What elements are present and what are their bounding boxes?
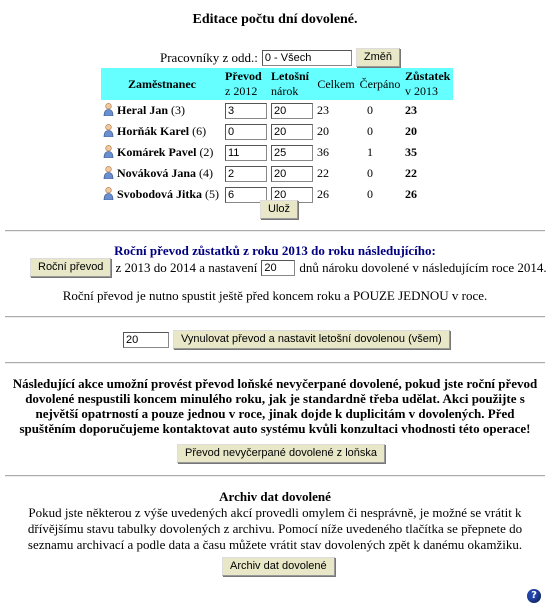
archive-button[interactable]: Archiv dat dovolené <box>222 557 335 576</box>
divider <box>5 475 545 477</box>
col-used <box>357 68 403 100</box>
table-row <box>101 121 453 142</box>
employee-name[interactable]: Nováková Jana <box>117 166 197 180</box>
col-remaining <box>403 68 453 100</box>
total-cell: 20 <box>317 124 329 138</box>
change-button[interactable]: Změň <box>356 48 400 67</box>
col-transfer-sub: z 2012 <box>225 84 258 98</box>
employee-cell <box>101 142 223 163</box>
annual-text-after: dnů nároku dovolené v následujícím roce 2014. <box>299 259 547 275</box>
reset-row <box>123 330 450 349</box>
annual-transfer-title: Roční převod zůstatků z roku 2013 do roku následujícího: <box>114 243 436 258</box>
employee-name[interactable]: Svobodová Jitka <box>117 187 203 201</box>
used-cell: 0 <box>367 124 373 138</box>
total-cell: 26 <box>317 187 329 201</box>
transfer-input[interactable] <box>225 124 267 140</box>
person-icon <box>103 124 114 137</box>
col-remaining-sub: v 2013 <box>405 84 438 98</box>
annual-text-before: z 2013 do 2014 a nastavení <box>115 259 258 275</box>
employee-count: (6) <box>192 124 207 138</box>
transfer-unused-button[interactable]: Převod nevyčerpané dovolené z loňska <box>177 444 385 463</box>
employee-cell <box>101 184 223 205</box>
col-total <box>315 68 357 100</box>
employee-name[interactable]: Horňák Karel <box>117 124 190 138</box>
col-current-label: Letošní <box>271 69 310 83</box>
col-remaining-label: Zůstatek <box>405 69 451 83</box>
reset-days-input[interactable] <box>123 332 169 348</box>
person-icon <box>103 166 114 179</box>
annual-transfer-button[interactable]: Roční převod <box>30 258 111 277</box>
col-current <box>269 68 315 100</box>
remaining-cell: 35 <box>405 145 417 159</box>
col-employee-label: Zaměstnanec <box>128 76 196 91</box>
transfer-input[interactable] <box>225 166 267 182</box>
total-cell: 36 <box>317 145 329 159</box>
col-used-label: Čerpáno <box>359 76 401 91</box>
col-total-label: Celkem <box>317 76 355 91</box>
total-cell: 22 <box>317 166 329 180</box>
department-filter <box>160 48 400 67</box>
page-title: Editace počtu dní dovolené. <box>192 12 358 27</box>
col-transfer <box>223 68 269 100</box>
current-input[interactable] <box>271 166 313 182</box>
department-input[interactable] <box>262 50 352 66</box>
current-input[interactable] <box>271 145 313 161</box>
table-row <box>101 100 453 121</box>
used-cell: 0 <box>367 187 373 201</box>
employee-cell <box>101 121 223 142</box>
warning-text: Následující akce umožní provést převod loňské nevyčerpané dovolené, pokud jste roční převod dovolené nespustili koncem minulého roku, jak je standardně třeba udělat. Akci použijte s největší opatrností a pouze jednou v roce, jinak dojde k duplicitám v dovolených. Před spuštěním doporučujeme kontaktovat auto systému kvůli konzultaci vhodnosti této operace! <box>12 376 538 436</box>
remaining-cell: 22 <box>405 166 417 180</box>
employee-count: (5) <box>205 187 220 201</box>
archive-text: Pokud jste některou z výše uvedených akcí provedli omylem či nesprávně, je možné se vrátit k dřívějšímu stavu tabulky dovolených z archivu. Pomocí níže uvedeného tlačítka se přepnete do seznamu archivací a podle data a času můžete vrátit stav dovolených zpět k danému okamžiku. <box>27 505 523 552</box>
transfer-input[interactable] <box>225 145 267 161</box>
person-icon <box>103 103 114 116</box>
divider <box>5 362 545 364</box>
person-icon <box>103 187 114 200</box>
employee-count: (3) <box>171 103 185 117</box>
remaining-cell: 23 <box>405 103 417 117</box>
employee-count: (4) <box>199 166 214 180</box>
help-icon[interactable]: ? <box>527 589 541 603</box>
filter-label: Pracovníky z odd.: <box>160 49 258 65</box>
col-current-sub: nárok <box>271 84 299 98</box>
employee-name[interactable]: Heral Jan <box>117 103 168 117</box>
annual-days-input[interactable] <box>261 260 295 276</box>
employee-name[interactable]: Komárek Pavel <box>117 145 197 159</box>
employee-count: (2) <box>199 145 214 159</box>
used-cell: 0 <box>367 166 373 180</box>
employee-table <box>101 68 453 205</box>
col-transfer-label: Převod <box>225 69 262 83</box>
remaining-cell: 26 <box>405 187 417 201</box>
divider <box>5 316 545 318</box>
person-icon <box>103 145 114 158</box>
save-button[interactable]: Ulož <box>260 200 298 219</box>
col-employee <box>101 68 223 100</box>
divider <box>5 230 545 232</box>
total-cell: 23 <box>317 103 329 117</box>
used-cell: 1 <box>367 145 373 159</box>
transfer-input[interactable] <box>225 103 267 119</box>
reset-button[interactable]: Vynulovat převod a nastavit letošní dovolenou (všem) <box>173 330 450 349</box>
current-input[interactable] <box>271 124 313 140</box>
table-row <box>101 163 453 184</box>
used-cell: 0 <box>367 103 373 117</box>
table-row <box>101 142 453 163</box>
employee-cell <box>101 163 223 184</box>
remaining-cell: 20 <box>405 124 417 138</box>
annual-transfer-row <box>30 258 547 277</box>
current-input[interactable] <box>271 103 313 119</box>
archive-title: Archiv dat dovolené <box>219 489 331 504</box>
annual-note: Roční převod je nutno spustit ještě před koncem roku a POUZE JEDNOU v roce. <box>62 288 488 303</box>
employee-cell <box>101 100 223 121</box>
